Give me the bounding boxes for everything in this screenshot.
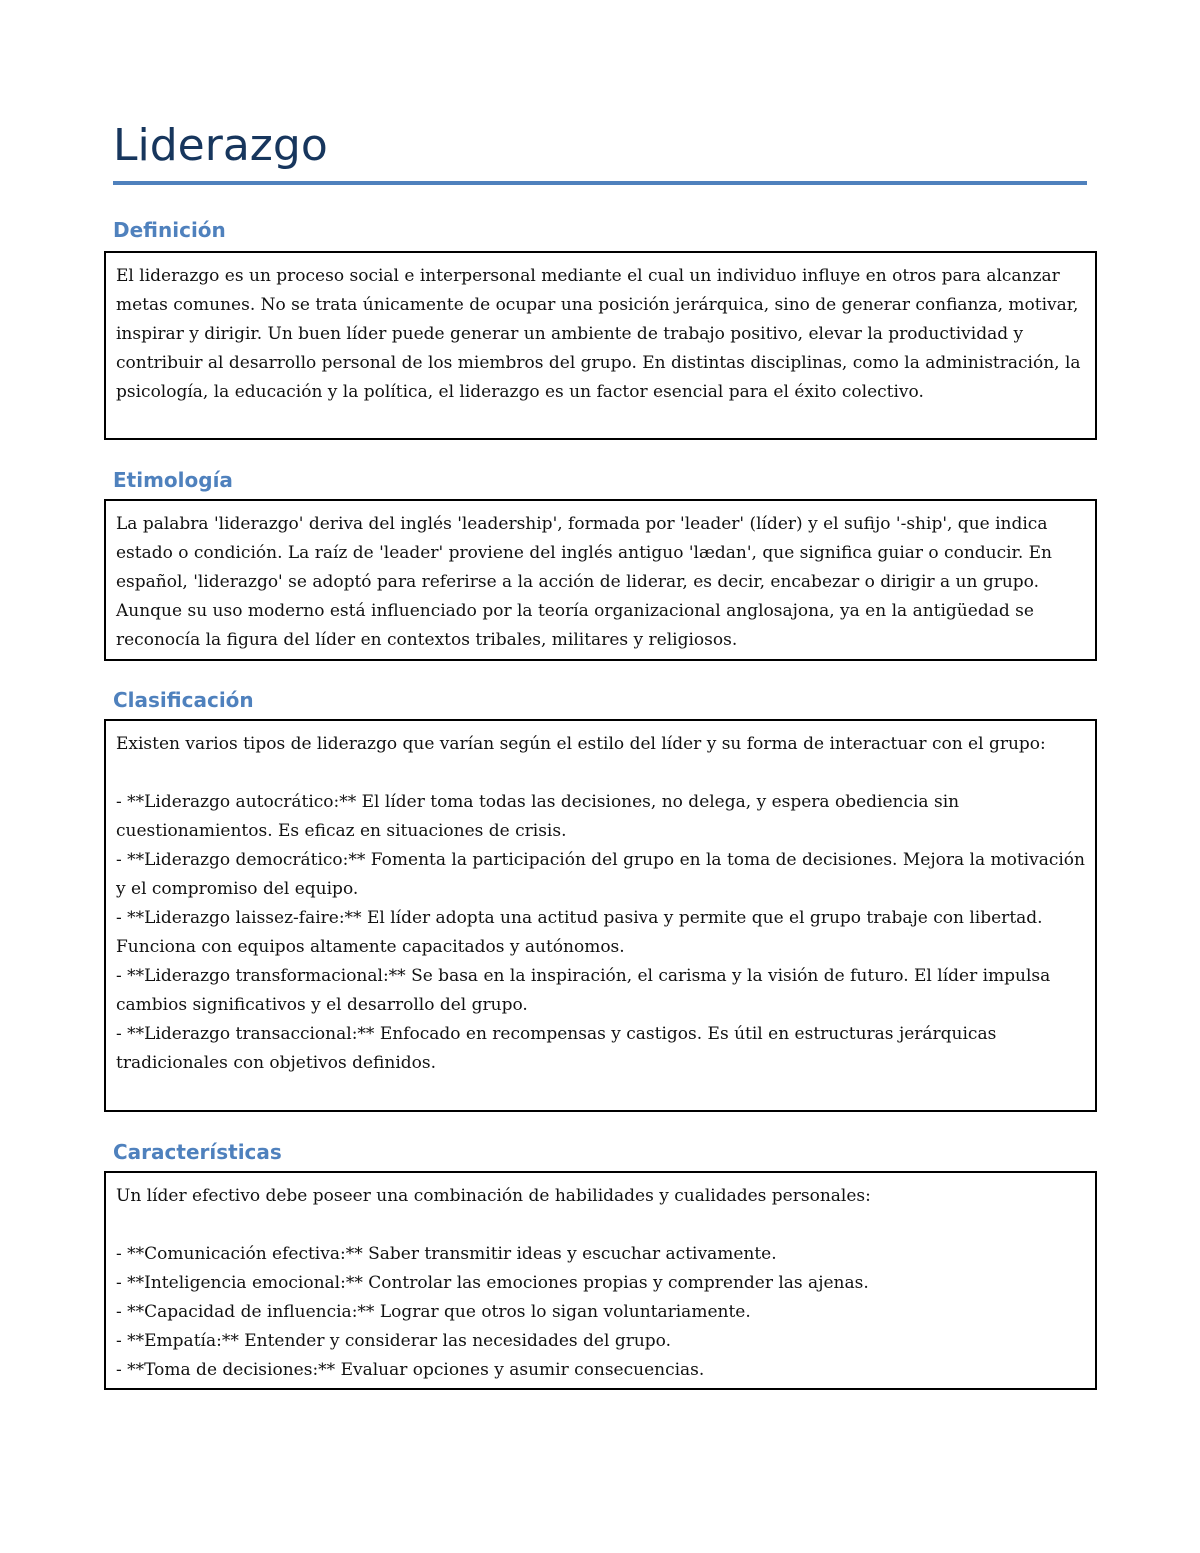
section-box-clasificacion (104, 719, 1097, 1112)
section-heading-definicion: Definición (113, 218, 226, 242)
list-item: - **Empatía:** Entender y considerar las necesidades del grupo. (116, 1331, 672, 1351)
list-item: - **Liderazgo democrático:** Fomenta la participación del grupo en la toma de decisiones. Mejora la motivación y el compromiso del equipo. (116, 850, 1085, 899)
list-item: - **Liderazgo autocrático:** El líder toma todas las decisiones, no delega, y espera obediencia sin cuestionamientos. Es eficaz en situaciones de crisis. (116, 792, 960, 841)
caracteristicas-intro: Un líder efectivo debe poseer una combinación de habilidades y cualidades personales: (116, 1186, 871, 1206)
title-underline (113, 181, 1087, 185)
section-box-etimologia (104, 499, 1097, 661)
section-heading-etimologia: Etimología (113, 468, 233, 492)
list-item: - **Capacidad de influencia:** Lograr que otros lo sigan voluntariamente. (116, 1302, 751, 1322)
clasificacion-intro: Existen varios tipos de liderazgo que varían según el estilo del líder y su forma de interactuar con el grupo: (116, 734, 1046, 754)
list-item: - **Comunicación efectiva:** Saber transmitir ideas y escuchar activamente. (116, 1244, 777, 1264)
section-heading-clasificacion: Clasificación (113, 688, 254, 712)
list-item: - **Inteligencia emocional:** Controlar las emociones propias y comprender las ajenas. (116, 1273, 869, 1293)
list-item: - **Liderazgo transaccional:** Enfocado en recompensas y castigos. Es útil en estructuras jerárquicas tradicionales con objetivos definidos. (116, 1024, 997, 1073)
definicion-text: El liderazgo es un proceso social e interpersonal mediante el cual un individuo influye en otros para alcanzar metas comunes. No se trata únicamente de ocupar una posición jerárquica, sino de generar confianza, motivar, inspirar y dirigir. Un buen líder puede generar un ambiente de trabajo positivo, elevar la productividad y contribuir al desarrollo personal de los miembros del grupo. En distintas disciplinas, como la administración, la psicología, la educación y la política, el liderazgo es un factor esencial para el éxito colectivo. (116, 266, 1081, 402)
blank-line (116, 759, 1085, 788)
section-heading-caracteristicas: Características (113, 1140, 282, 1164)
list-item: - **Toma de decisiones:** Evaluar opciones y asumir consecuencias. (116, 1360, 705, 1380)
section-box-caracteristicas (104, 1171, 1097, 1390)
list-item: - **Liderazgo laissez-faire:** El líder adopta una actitud pasiva y permite que el grupo trabaje con libertad. Funciona con equipos altamente capacitados y autónomos. (116, 908, 1043, 957)
etimologia-text: La palabra 'liderazgo' deriva del inglés 'leadership', formada por 'leader' (líder) y el sufijo '-ship', que indica estado o condición. La raíz de 'leader' proviene del inglés antiguo 'lædan', que significa guiar o conducir. En español, 'liderazgo' se adoptó para referirse a la acción de liderar, es decir, encabezar o dirigir a un grupo. Aunque su uso moderno está influenciado por la teoría organizacional anglosajona, ya en la antigüedad se reconocía la figura del líder en contextos tribales, militares y religiosos. (116, 514, 1052, 650)
section-box-definicion (104, 251, 1097, 440)
list-item: - **Liderazgo transformacional:** Se basa en la inspiración, el carisma y la visión de futuro. El líder impulsa cambios significativos y el desarrollo del grupo. (116, 966, 1051, 1015)
page-title: Liderazgo (113, 120, 328, 171)
blank-line (116, 1211, 1085, 1240)
